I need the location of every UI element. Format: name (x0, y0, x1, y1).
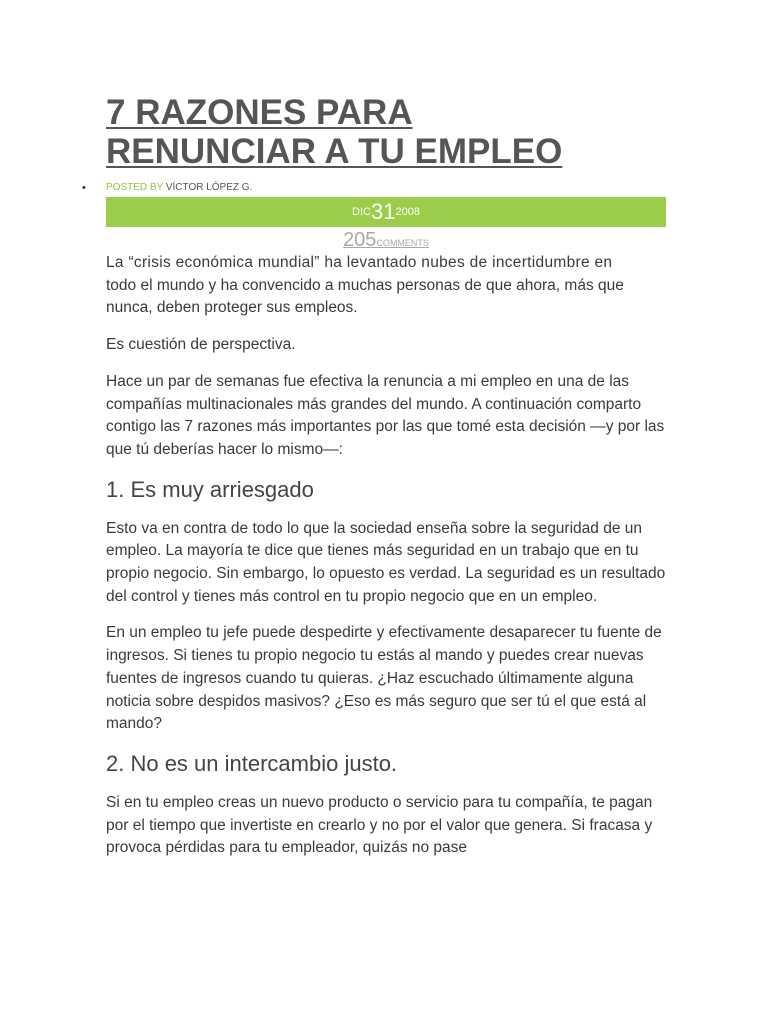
intro-rest: todo el mundo y ha convencido a muchas personas de que ahora, más que nunca, deben proteger sus empleos. (106, 276, 624, 317)
intro-paragraph (106, 252, 666, 320)
comments-count: 205 (343, 229, 377, 251)
date-month: DIC (352, 206, 371, 218)
paragraph-boss: En un empleo tu jefe puede despedirte y efectivamente desaparecer tu fuente de ingresos. Si tienes tu propio negocio tu estás al mando y puedes crear nuevas fuentes de ingresos cuando tu quieras. ¿Haz escuchado últimamente alguna noticia sobre despidos masivos? ¿Eso es más seguro que ser tú el que está al mando? (106, 624, 662, 733)
comments-label: COMMENTS (376, 238, 429, 248)
post-title (106, 0, 666, 171)
post-title-link-line2[interactable]: RENUNCIAR A TU EMPLEO (106, 132, 563, 171)
comments-link[interactable] (343, 229, 429, 251)
paragraph-exchange: Si en tu empleo creas un nuevo producto o servicio para tu compañía, te pagan por el tiempo que invertiste en crearlo y no por el valor que genera. Si fracasa y provoca pérdidas para tu empleador, quizás no pase (106, 793, 653, 857)
date-day: 31 (370, 199, 396, 224)
intro-line-1: La “crisis económica mundial” ha levantado nubes de incertidumbre en (106, 254, 613, 271)
date-year: 2008 (395, 206, 420, 218)
list-bullet: • (82, 182, 86, 194)
article (82, 0, 666, 874)
paragraph-perspective: Es cuestión de perspectiva. (106, 336, 296, 354)
comments-link-container (106, 228, 666, 252)
posted-by-label: POSTED BY (106, 182, 166, 193)
section-heading-2: 2. No es un intercambio justo. (106, 750, 398, 776)
paragraph-security: Esto va en contra de todo lo que la sociedad enseña sobre la seguridad de un empleo. La mayoría te dice que tienes más seguridad en un trabajo que en tu propio negocio. Sin embargo, lo opuesto es verdad. La seguridad es un resultado del control y tienes más control en tu propio negocio que en un empleo. (106, 519, 666, 605)
post-title-link-line1[interactable]: 7 RAZONES PARA (106, 93, 413, 132)
author-name[interactable]: VÍCTOR LÓPEZ G. (165, 182, 253, 193)
post-meta (82, 181, 666, 195)
paragraph-resignation: Hace un par de semanas fue efectiva la renuncia a mi empleo en una de las compañías multinacionales más grandes del mundo. A continuación comparto contigo las 7 razones más importantes por las que tomé esta decisión —y por las que tú deberías hacer lo mismo—: (106, 372, 665, 458)
post-date-bar (106, 197, 666, 227)
section-heading-1: 1. Es muy arriesgado (106, 476, 314, 502)
